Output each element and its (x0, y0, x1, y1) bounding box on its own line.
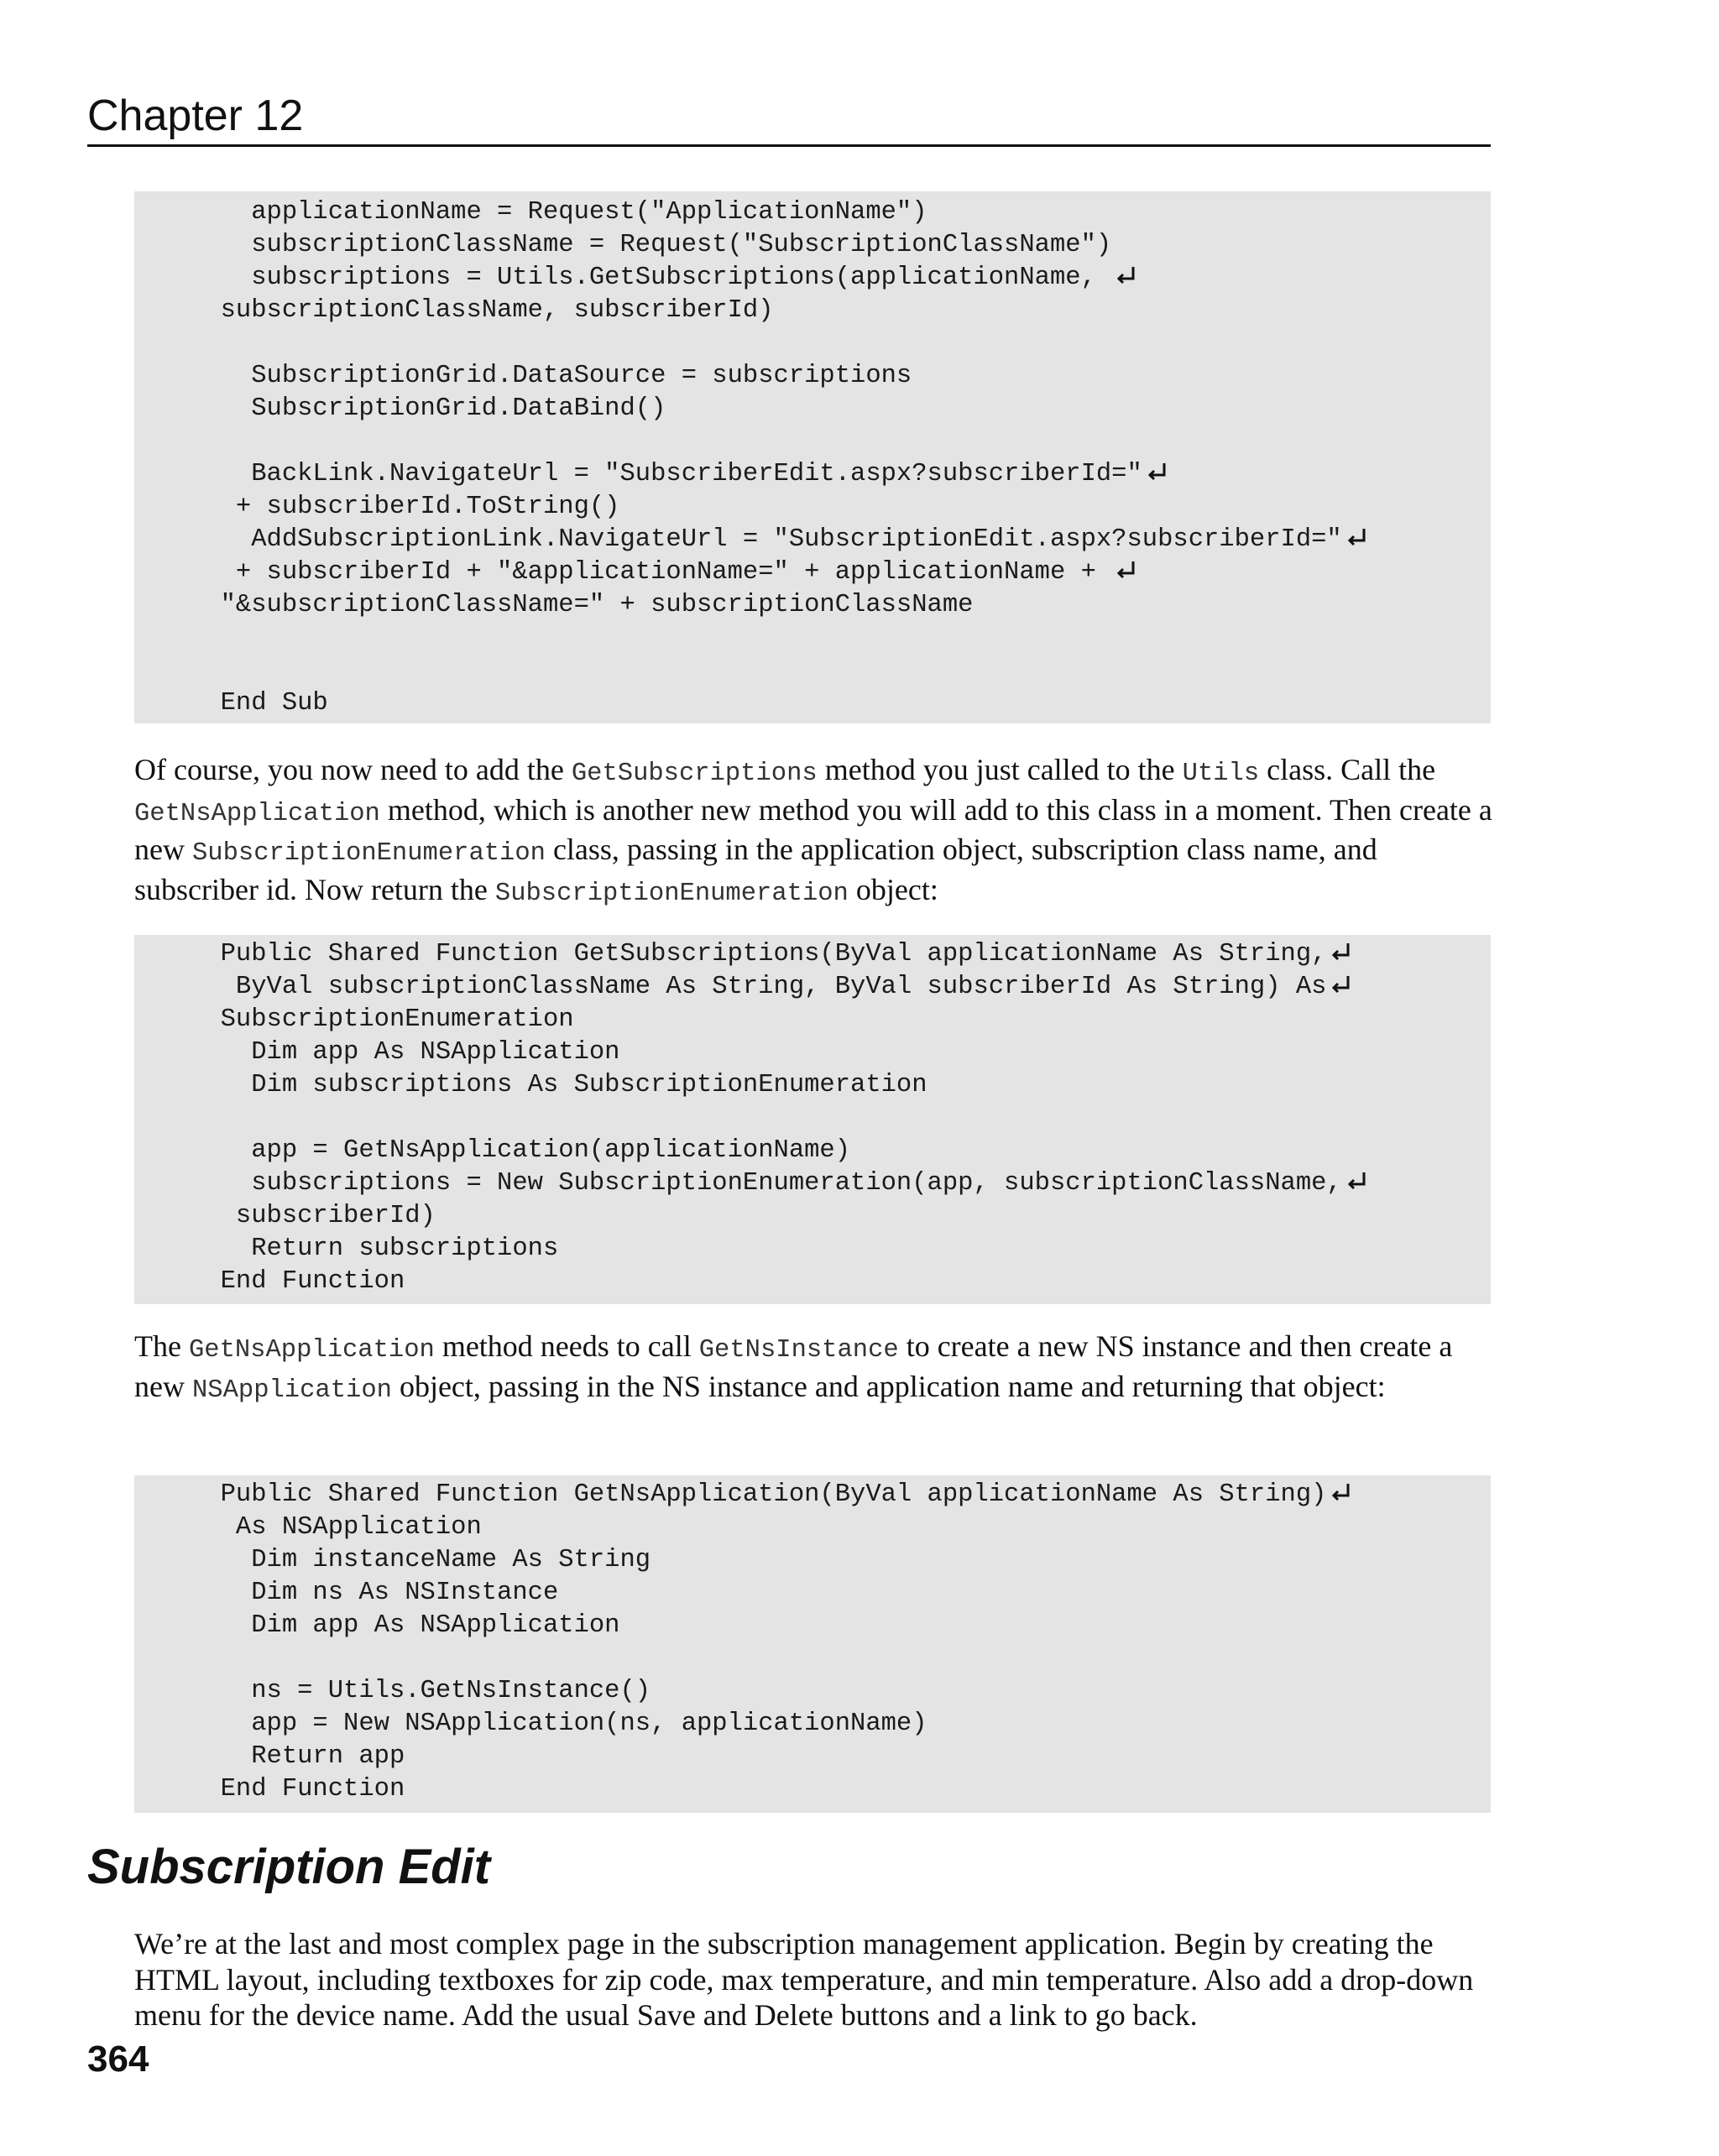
code-line: Public Shared Function GetNsApplication(ByVal applicationName As String) (190, 1479, 1353, 1516)
body-paragraph: The GetNsApplication method needs to call GetNsInstance to create a new NS instance and then create a new NSApplication object, passing in the NS instance and application name and returning that object: (134, 1329, 1453, 1405)
code-line: subscriptionClassName = Request("SubscriptionClassName") (190, 231, 1112, 259)
code-line: Dim ns As NSInstance (190, 1579, 559, 1607)
code-line: app = New NSApplication(ns, applicationName) (190, 1710, 927, 1738)
code-line: + subscriberId.ToString() (190, 493, 620, 521)
line-continuation-icon (1113, 264, 1138, 299)
code-line: Return app (190, 1742, 405, 1771)
code-line: app = GetNsApplication(applicationName) (190, 1136, 851, 1165)
code-line: Dim instanceName As String (190, 1546, 651, 1574)
code-line: subscriptions = Utils.GetSubscriptions(applicationName, (190, 262, 1138, 299)
code-line: subscriberId) (190, 1202, 436, 1230)
code-line: subscriptions = New SubscriptionEnumeration(app, subscriptionClassName, (190, 1167, 1369, 1204)
code-line: AddSubscriptionLink.NavigateUrl = "SubscriptionEdit.aspx?subscriberId=" (190, 524, 1369, 561)
code-line: End Function (190, 1775, 405, 1804)
chapter-title: Chapter 12 (87, 91, 304, 140)
code-line: Dim app As NSApplication (190, 1038, 620, 1067)
code-line: Dim subscriptions As SubscriptionEnumeration (190, 1071, 927, 1099)
line-continuation-icon (1328, 973, 1353, 1008)
line-continuation-icon (1344, 1169, 1369, 1204)
code-line: As NSApplication (190, 1513, 482, 1542)
line-continuation-icon (1328, 940, 1353, 975)
code-line: Public Shared Function GetSubscriptions(ByVal applicationName As String, (190, 938, 1353, 975)
code-block (134, 191, 1491, 723)
line-continuation-icon (1144, 460, 1169, 495)
code-block (134, 1475, 1491, 1813)
code-line: SubscriptionGrid.DataSource = subscriptions (190, 362, 912, 390)
body-paragraph: Of course, you now need to add the GetSubscriptions method you just called to the Utils class. Call the GetNsApplication method, which is another new method you will add to this class in a moment. Then create a new SubscriptionEnumeration class, passing in the application object, subscription class name, and subscriber id. Now return the SubscriptionEnumeration object: (134, 753, 1492, 908)
line-continuation-icon (1113, 558, 1138, 593)
code-line: End Function (190, 1267, 405, 1296)
code-line: BackLink.NavigateUrl = "SubscriberEdit.aspx?subscriberId=" (190, 458, 1169, 495)
chapter-header (87, 91, 1491, 147)
line-continuation-icon (1328, 1480, 1353, 1516)
code-line: "&subscriptionClassName=" + subscriptionClassName (190, 591, 974, 619)
code-line: SubscriptionEnumeration (190, 1005, 574, 1034)
code-block (134, 935, 1491, 1304)
page-number: 364 (87, 2039, 149, 2080)
section-heading: Subscription Edit (87, 1840, 491, 1894)
body-paragraph: We’re at the last and most complex page in the subscription management application. Begin by creating the HTML layout, including textboxes for zip code, max temperature, and min temperature. Also add a drop-down menu for the device name. Add the usual Save and Delete buttons and a link to go back. (134, 1927, 1474, 2032)
code-line: SubscriptionGrid.DataBind() (190, 394, 666, 423)
code-line: applicationName = Request("ApplicationName") (190, 198, 927, 227)
code-line: ByVal subscriptionClassName As String, ByVal subscriberId As String) As (190, 971, 1353, 1008)
code-line: ns = Utils.GetNsInstance() (190, 1677, 651, 1705)
code-line: + subscriberId + "&applicationName=" + applicationName + (190, 556, 1138, 593)
code-line: End Sub (190, 689, 328, 718)
line-continuation-icon (1344, 525, 1369, 561)
code-line: subscriptionClassName, subscriberId) (190, 296, 774, 325)
code-line: Return subscriptions (190, 1235, 559, 1263)
code-line: Dim app As NSApplication (190, 1611, 620, 1640)
